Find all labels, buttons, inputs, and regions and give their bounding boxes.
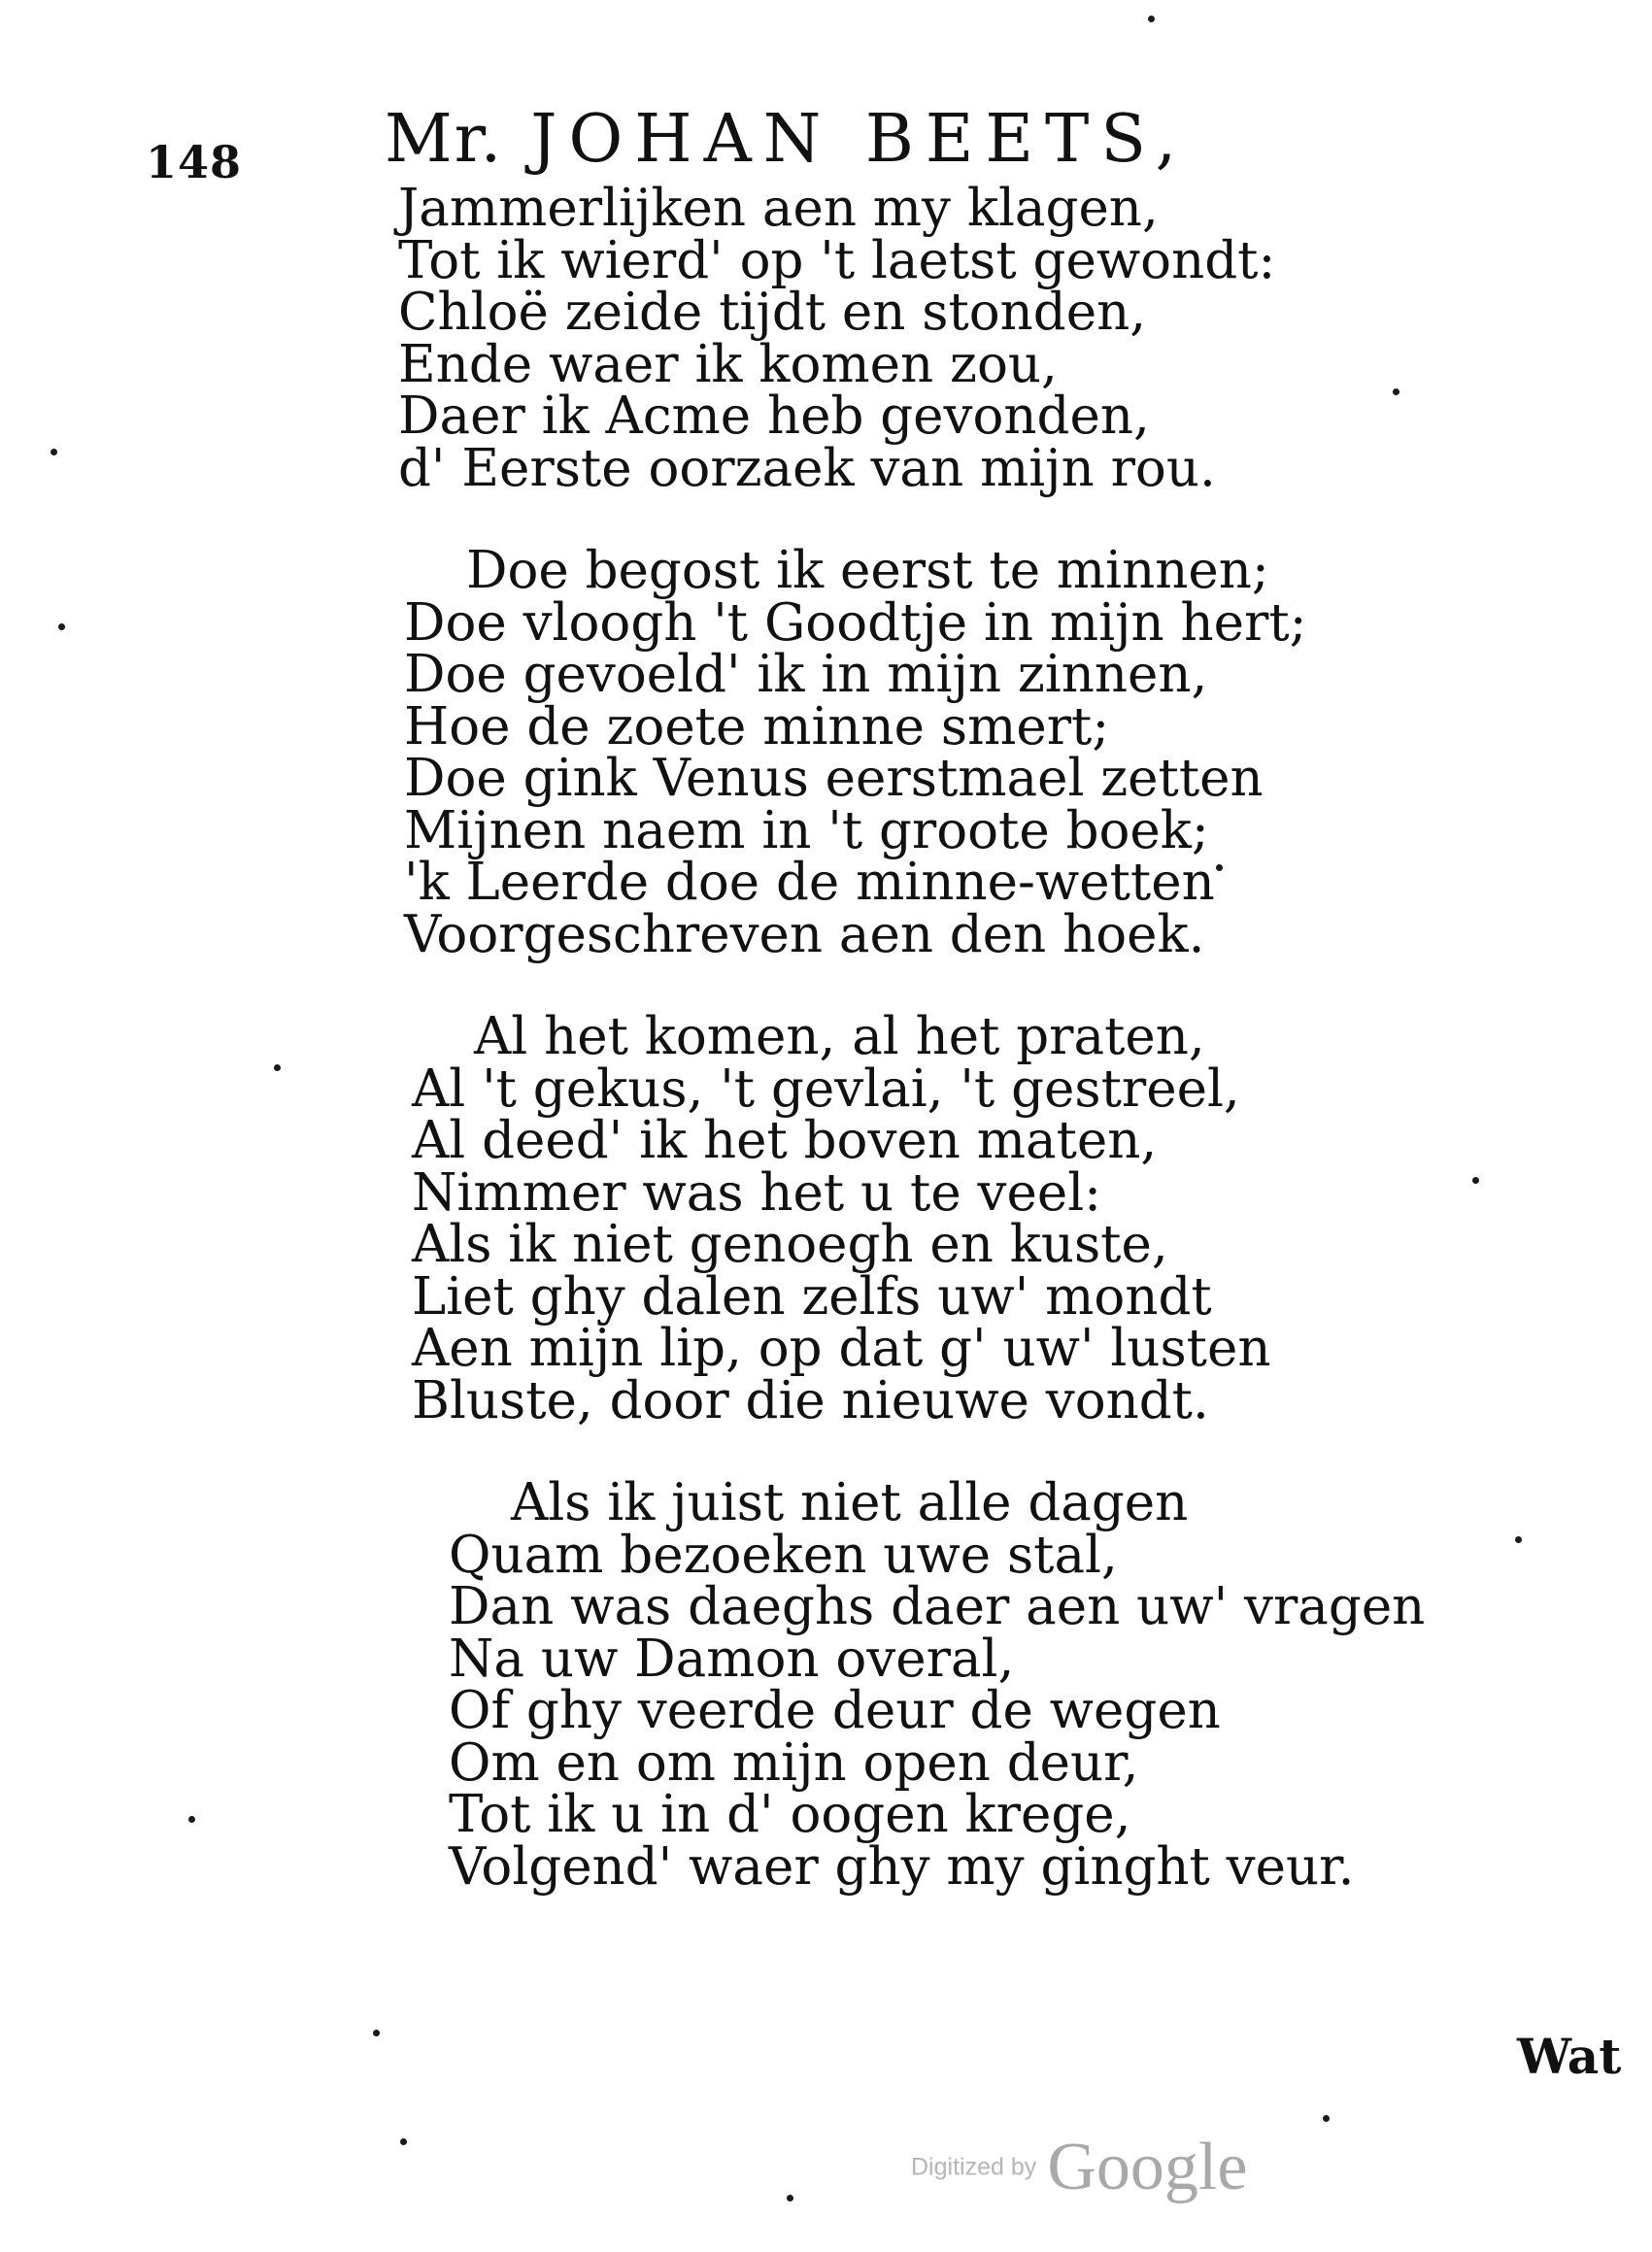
poem-line: Als ik juist niet alle dagen xyxy=(511,1473,1189,1532)
poem-line: Al deed' ik het boven maten, xyxy=(412,1111,1158,1170)
poem-line: Liet ghy dalen zelfs uw' mondt xyxy=(412,1266,1212,1327)
poem-line: Dan was daeghs daer aen uw' vragen xyxy=(449,1577,1426,1636)
digitized-watermark xyxy=(911,2129,1247,2206)
stanza-2 xyxy=(404,541,1307,964)
poem-line: Bluste, door die nieuwe vondt. xyxy=(412,1370,1209,1430)
scan-speck xyxy=(58,623,65,630)
scan-speck xyxy=(1323,2115,1330,2122)
scan-speck xyxy=(274,1064,281,1071)
poem-line: Doe gink Venus eerstmael zetten xyxy=(404,749,1264,808)
scan-speck xyxy=(1393,388,1399,395)
poem-line: Voorgeschreven aen den hoek. xyxy=(404,904,1205,964)
catchword: Wat xyxy=(1517,2028,1622,2085)
poem-line: d' Eerste oorzaek van mijn rou. xyxy=(398,438,1216,498)
poem-line: Om en om mijn open deur, xyxy=(449,1732,1139,1793)
scan-speck xyxy=(188,1816,195,1823)
poem-line: Daer ik Acme heb gevonden, xyxy=(398,387,1150,446)
poem-line: Of ghy veerde deur de wegen xyxy=(449,1681,1221,1740)
scan-speck xyxy=(1216,864,1223,871)
google-logo: Google xyxy=(1047,2130,1248,2204)
stanza-1 xyxy=(398,179,1276,498)
poem-line: Mijnen naem in 't groote boek; xyxy=(404,800,1209,860)
poem xyxy=(398,179,1426,1943)
page-number: 148 xyxy=(146,136,243,188)
poem-line: Al 't gekus, 't gevlai, 't gestreel, xyxy=(412,1059,1240,1119)
scan-speck xyxy=(1472,1177,1479,1184)
poem-line: Doe begost ik eerst te minnen; xyxy=(466,541,1269,600)
running-head-name: JOHAN BEETS, xyxy=(530,101,1189,178)
poem-line: 'k Leerde doe de minne-wetten xyxy=(404,853,1215,912)
scan-speck xyxy=(787,2195,793,2202)
scan-speck xyxy=(1148,16,1155,22)
poem-line: Als ik niet genoegh en kuste, xyxy=(412,1215,1168,1274)
poem-line: Volgend' waer ghy my ginght veur. xyxy=(449,1836,1355,1897)
poem-line: Hoe de zoete minne smert; xyxy=(404,696,1110,756)
poem-line: Tot ik wierd' op 't laetst gewondt: xyxy=(398,230,1276,290)
stanza-3 xyxy=(412,1007,1272,1430)
stanza-4 xyxy=(449,1473,1426,1897)
scan-speck xyxy=(373,2030,380,2036)
watermark-prefix: Digitized by xyxy=(911,2153,1037,2181)
poem-line: Jammerlijken aen my klagen, xyxy=(398,179,1159,238)
scan-speck xyxy=(51,449,57,455)
poem-line: Quam bezoeken uwe stal, xyxy=(449,1525,1118,1585)
poem-line: Na uw Damon overal, xyxy=(449,1629,1015,1689)
running-head xyxy=(385,101,1188,178)
scan-speck xyxy=(400,2138,407,2145)
poem-line: Chloë zeide tijdt en stonden, xyxy=(398,283,1147,342)
poem-line: Tot ik u in d' oogen krege, xyxy=(449,1785,1131,1844)
poem-line: Ende waer ik komen zou, xyxy=(398,334,1058,394)
poem-line: Doe vloogh 't Goodtje in mijn hert; xyxy=(404,592,1307,653)
poem-line: Nimmer was het u te veel: xyxy=(412,1162,1102,1223)
poem-line: Doe gevoeld' ik in mijn zinnen, xyxy=(404,645,1208,704)
poem-line: Al het komen, al het praten, xyxy=(474,1007,1205,1066)
scan-speck xyxy=(1515,1536,1522,1543)
running-head-prefix: Mr. xyxy=(385,101,504,178)
poem-line: Aen mijn lip, op dat g' uw' lusten xyxy=(412,1319,1271,1378)
